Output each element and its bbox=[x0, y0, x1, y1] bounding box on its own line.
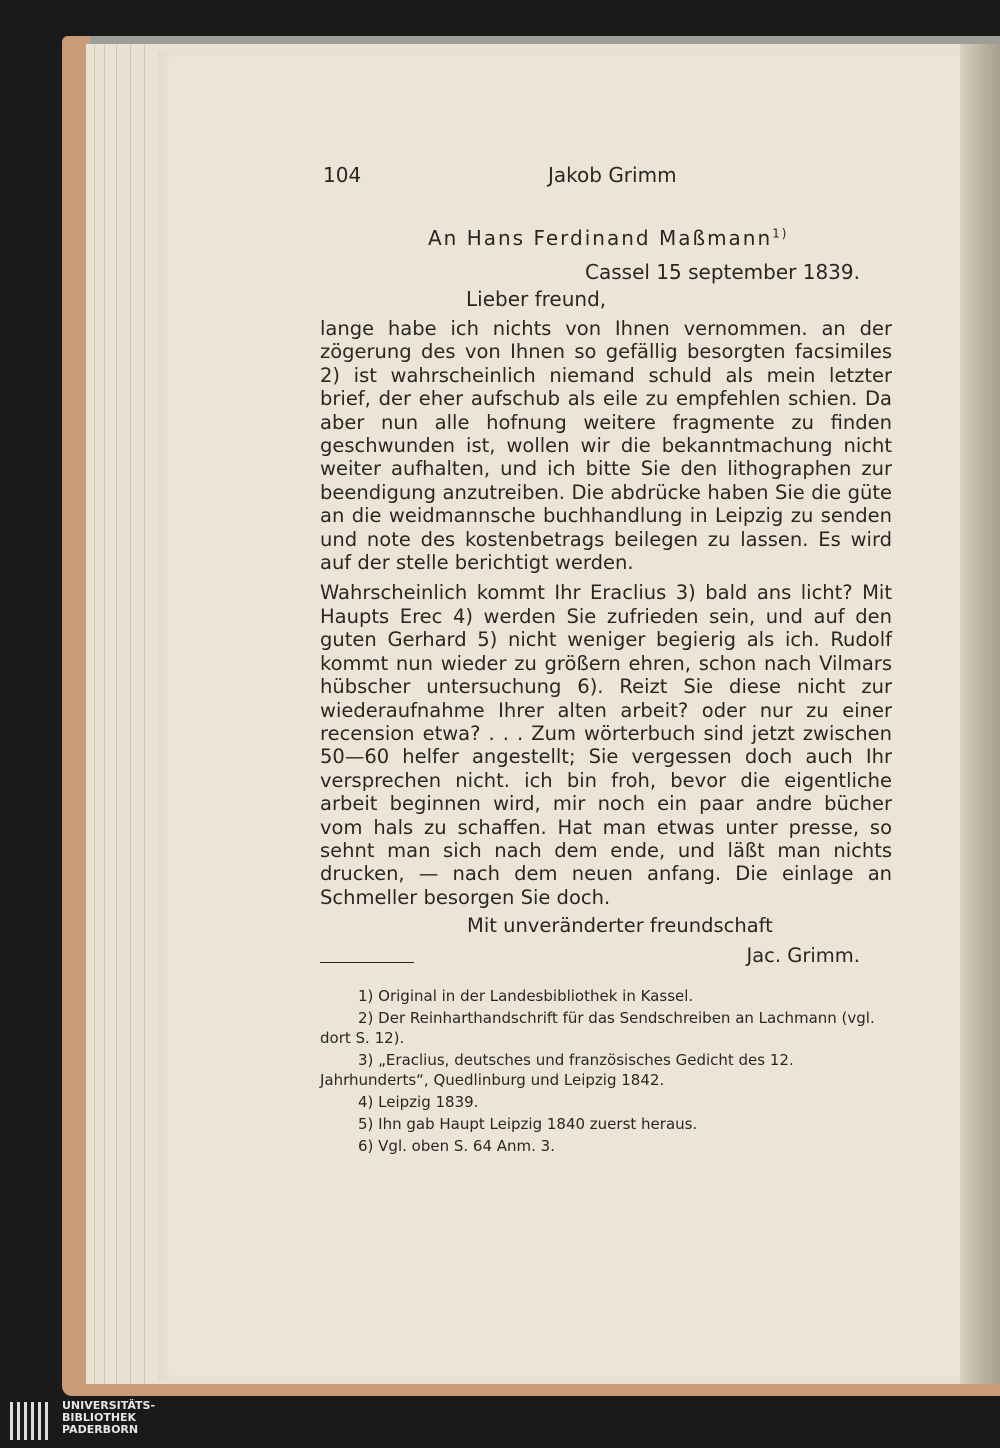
logo-line: BIBLIOTHEK bbox=[62, 1411, 137, 1424]
logo-line: PADERBORN bbox=[62, 1423, 139, 1436]
letter-paragraph: Wahrscheinlich kommt Ihr Eraclius 3) bald ans licht? Mit Haupts Erec 4) werden Sie zufrieden sein, und auf den guten Gerhard 5) nicht weniger begierig als ich. Rudolf kommt nun wieder zu größern ehren, schon nach Vilmars hübscher untersuchung 6). Reizt Sie diese nicht zur wiederaufnahme Ihrer alten arbeit? oder nur zu einer recension etwa? . . . Zum wörterbuch sind jetzt zwischen 50—60 helfer angestellt; Sie vergessen doch auch Ihr versprechen nicht. ich bin froh, bevor die eigentliche arbeit beginnen wird, mir noch ein paar andre bücher vom hals zu schaffen. Hat man etwas unter presse, so sehnt man sich nach dem ende, und läßt man nichts drucken, — nach dem neuen anfang. Die einlage an Schmeller besorgen Sie doch. bbox=[320, 581, 892, 909]
letter-closing: Mit unveränderter freundschaft bbox=[467, 914, 773, 937]
addressee-name: An Hans Ferdinand Maßmann bbox=[428, 226, 773, 250]
footnote: 5) Ihn gab Haupt Leipzig 1840 zuerst heraus. bbox=[358, 1115, 698, 1133]
logo-line: UNIVERSITÄTS- bbox=[62, 1399, 156, 1412]
library-logo bbox=[0, 1398, 200, 1448]
footnote: 1) Original in der Landesbibliothek in Kassel. bbox=[358, 987, 694, 1005]
letter-salutation: Lieber freund, bbox=[466, 287, 607, 311]
footnote: 2) Der Reinharthandschrift für das Sendschreiben an Lachmann (vgl. dort S. 12). bbox=[320, 1009, 875, 1047]
letter-paragraph: lange habe ich nichts von Ihnen vernommen. an der zögerung des von Ihnen so gefällig besorgten facsimiles 2) ist wahrscheinlich niemand schuld als mein letzter brief, der eher aufschub als eile zu empfehlen schien. Da aber nun alle hofnung weitere fragmente zu finden geschwunden ist, wollen wir die bekanntmachung nicht weiter aufhalten, und ich bitte Sie den lithographen zur beendigung anzutreiben. Die abdrücke haben Sie die güte an die weidmannsche buchhandlung in Leipzig zu senden und note des kostenbetrags beilegen zu lassen. Es wird auf der stelle berichtigt werden. bbox=[320, 317, 892, 575]
page-number: 104 bbox=[323, 163, 362, 187]
footnote: 6) Vgl. oben S. 64 Anm. 3. bbox=[358, 1137, 555, 1155]
footnote: 3) „Eraclius, deutsches und französisches Gedicht des 12. Jahrhunderts“, Quedlinburg und Leipzig 1842. bbox=[320, 1051, 794, 1089]
library-logo-icon bbox=[10, 1402, 52, 1444]
letter-signature: Jac. Grimm. bbox=[746, 944, 860, 967]
running-title: Jakob Grimm bbox=[548, 163, 677, 187]
library-logo-text bbox=[62, 1400, 155, 1436]
letter-body bbox=[320, 317, 892, 909]
footnote-rule bbox=[320, 962, 414, 963]
letter-addressee bbox=[428, 226, 789, 250]
footnotes bbox=[320, 986, 892, 1158]
letter-date: Cassel 15 september 1839. bbox=[585, 260, 860, 284]
book-gutter bbox=[960, 44, 1000, 1384]
footnote: 4) Leipzig 1839. bbox=[358, 1093, 479, 1111]
addressee-footnote-ref: 1) bbox=[772, 226, 789, 241]
